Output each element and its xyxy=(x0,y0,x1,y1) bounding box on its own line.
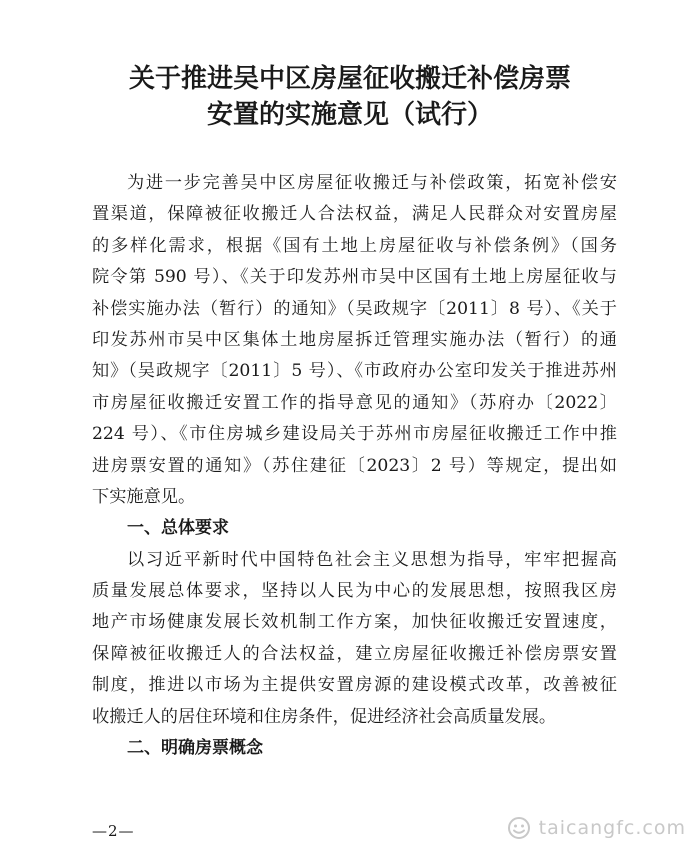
intro-line: 的多样化需求，根据《国有土地上房屋征收与补偿条例》（国务 xyxy=(92,235,617,256)
section-1-heading: 一、总体要求 xyxy=(127,518,229,539)
watermark xyxy=(507,816,686,840)
section-1-line: 收搬迁人的居住环境和住房条件，促进经济社会高质量发展。 xyxy=(92,706,557,727)
intro-line: 补偿实施办法（暂行）的通知》（吴政规字〔2011〕8 号）、《关于 xyxy=(92,298,617,319)
section-1-line: 保障被征收搬迁人的合法权益，建立房屋征收搬迁补偿房票安置 xyxy=(92,643,617,664)
intro-line: 市房屋征收搬迁安置工作的指导意见的通知》（苏府办〔2022〕 xyxy=(92,392,617,413)
document-title-line-1: 关于推进吴中区房屋征收搬迁补偿房票 xyxy=(128,64,571,94)
page-number: —2— xyxy=(92,822,135,840)
document-body xyxy=(92,168,617,764)
intro-line: 置渠道，保障被征收搬迁人合法权益，满足人民群众对安置房屋 xyxy=(92,204,617,225)
section-1-line: 制度，推进以市场为主提供安置房源的建设模式改革，改善被征 xyxy=(92,675,617,696)
section-1-line: 地产市场健康发展长效机制工作方案，加快征收搬迁安置速度， xyxy=(92,612,617,633)
intro-line: 下实施意见。 xyxy=(92,486,196,507)
section-1-line: 以习近平新时代中国特色社会主义思想为指导，牢牢把握高 xyxy=(127,549,617,570)
section-2-heading: 二、明确房票概念 xyxy=(127,738,263,759)
smiley-icon xyxy=(507,816,531,840)
intro-line: 院令第 590 号）、《关于印发苏州市吴中区国有土地上房屋征收与 xyxy=(92,267,617,288)
watermark-text: taicangfc.com xyxy=(538,817,686,839)
intro-line: 知》（吴政规字〔2011〕5 号）、《市政府办公室印发关于推进苏州 xyxy=(92,361,617,382)
document-title-line-2: 安置的实施意见（试行） xyxy=(206,100,493,130)
section-1-line: 质量发展总体要求，坚持以人民为中心的发展思想，按照我区房 xyxy=(92,581,617,602)
intro-line: 224 号）、《市住房城乡建设局关于苏州市房屋征收搬迁工作中推 xyxy=(92,424,617,445)
intro-line: 印发苏州市吴中区集体土地房屋拆迁管理实施办法（暂行）的通 xyxy=(92,329,617,350)
intro-line: 为进一步完善吴中区房屋征收搬迁与补偿政策，拓宽补偿安 xyxy=(127,173,617,193)
intro-line: 进房票安置的通知》（苏住建征〔2023〕2 号）等规定，提出如 xyxy=(92,455,617,476)
